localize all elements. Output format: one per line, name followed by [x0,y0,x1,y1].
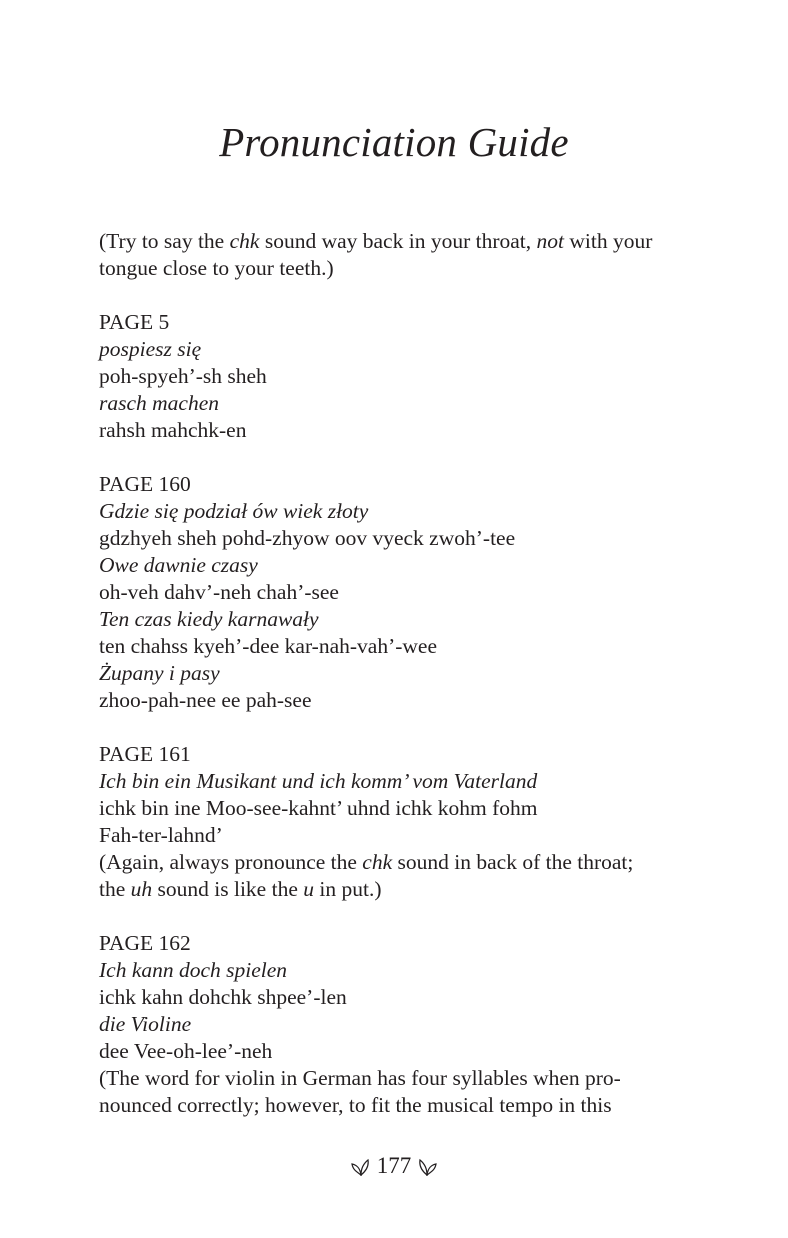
spacer [99,903,699,930]
pronunciation: poh-spyeh’-sh sheh [99,364,267,388]
text-run: the [99,877,131,901]
leaf-sprig-icon [417,1156,437,1174]
pronunciation: ichk bin ine Moo-see-kahnt’ uhnd ichk kohm fohm [99,796,538,820]
pronunciation: ichk kahn dohchk shpee’-len [99,985,347,1009]
pronunciation: Fah-ter-lahnd’ [99,823,223,847]
text-run: sound in back of the throat; [392,850,634,874]
italic-term: uh [130,877,153,901]
text-run: (Again, always pronounce the [99,850,363,874]
pronunciation: rahsh mahchk-en [99,418,247,442]
foreign-phrase: Żupany i pasy [99,661,220,685]
page-title: Pronunciation Guide [219,119,569,165]
intro-line [99,228,699,255]
foreign-phrase: Ten czas kiedy karnawały [99,607,319,631]
page-number-text: 177 [376,1153,412,1178]
section-heading: PAGE 160 [99,472,191,496]
pronunciation: zhoo-pah-nee ee pah-see [99,688,312,712]
note-line: (The word for violin in German has four syllables when pro- [99,1066,621,1090]
spacer [99,282,699,309]
page-body [99,228,699,1119]
text-run: sound way back in your throat, [259,229,537,253]
page-number [0,1153,788,1179]
note-line: nounced correctly; however, to fit the musical tempo in this [99,1093,612,1117]
spacer [99,444,699,471]
note-line [99,849,699,876]
foreign-phrase: Gdzie się podział ów wiek złoty [99,499,369,523]
text-run: sound is like the [152,877,304,901]
pronunciation: gdzhyeh sheh pohd-zhyow oov vyeck zwoh’-tee [99,526,516,550]
pronunciation: oh-veh dahv’-neh chah’-see [99,580,339,604]
section-heading: PAGE 161 [99,742,191,766]
pronunciation: dee Vee-oh-lee’-neh [99,1039,273,1063]
pronunciation: ten chahss kyeh’-dee kar-nah-vah’-wee [99,634,438,658]
italic-term: chk [362,850,393,874]
section-heading: PAGE 162 [99,931,191,955]
italic-term: chk [229,229,260,253]
foreign-phrase: pospiesz się [99,337,202,361]
foreign-phrase: Ich bin ein Musikant und ich komm’ vom Vaterland [99,769,538,793]
foreign-phrase: die Violine [99,1012,192,1036]
text-run: (Try to say the [99,229,230,253]
note-line [99,876,699,903]
foreign-phrase: Ich kann doch spielen [99,958,288,982]
text-run: with your [564,229,653,253]
intro-line: tongue close to your teeth.) [99,256,334,280]
leaf-sprig-icon [351,1156,371,1174]
foreign-phrase: rasch machen [99,391,220,415]
spacer [99,714,699,741]
text-run: in put.) [314,877,382,901]
foreign-phrase: Owe dawnie czasy [99,553,258,577]
italic-term: not [536,229,564,253]
section-heading: PAGE 5 [99,310,170,334]
italic-term: u [303,877,314,901]
